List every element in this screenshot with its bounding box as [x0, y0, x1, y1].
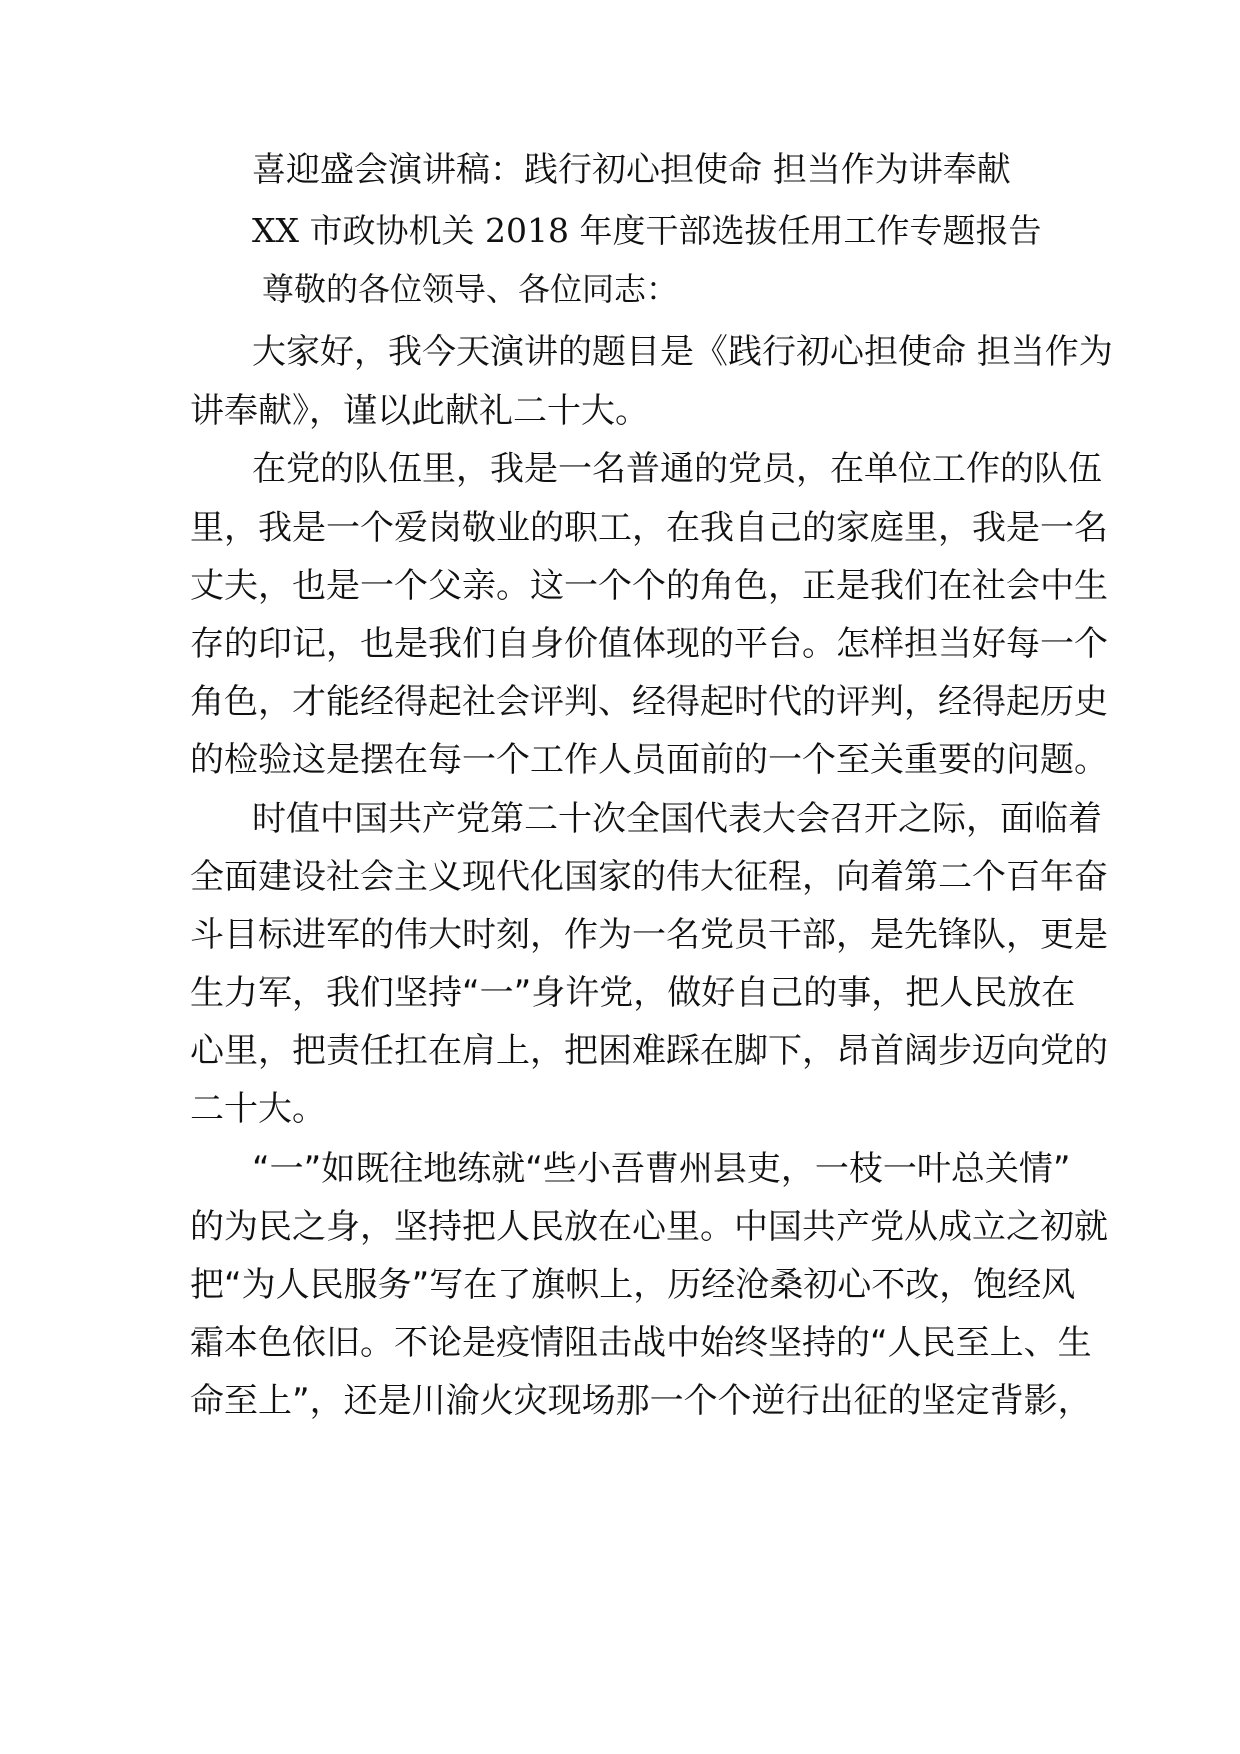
paragraph-line: 二十大。 [190, 1089, 326, 1129]
paragraph-line: 斗目标进军的伟大时刻，作为一名党员干部，是先锋队，更是 [190, 915, 1108, 955]
paragraph-line: 全面建设社会主义现代化国家的伟大征程，向着第二个百年奋 [190, 857, 1108, 897]
salutation: 尊敬的各位领导、各位同志： [262, 270, 679, 308]
paragraph-line: 霜本色依旧。不论是疫情阻击战中始终坚持的“人民至上、生 [190, 1323, 1092, 1363]
paragraph-line: 的检验这是摆在每一个工作人员面前的一个至关重要的问题。 [190, 740, 1108, 780]
paragraph-line: 角色，才能经得起社会评判、经得起时代的评判，经得起历史 [190, 682, 1108, 722]
paragraph-line: 存的印记，也是我们自身价值体现的平台。怎样担当好每一个 [190, 624, 1108, 664]
paragraph-line: 心里，把责任扛在肩上，把困难踩在脚下，昂首阔步迈向党的 [190, 1031, 1108, 1071]
paragraph-line: 把“为人民服务”写在了旗帜上，历经沧桑初心不改，饱经风 [190, 1265, 1076, 1305]
paragraph-line: 大家好，我今天演讲的题目是《践行初心担使命 担当作为 [252, 332, 1113, 372]
paragraph-line: 讲奉献》，谨以此献礼二十大。 [190, 391, 649, 431]
paragraph-line: “一”如既往地练就“些小吾曹州县吏，一枝一叶总关情” [252, 1149, 1071, 1189]
paragraph-line: 丈夫，也是一个父亲。这一个个的角色，正是我们在社会中生 [190, 566, 1108, 606]
paragraph-line: 的为民之身，坚持把人民放在心里。中国共产党从成立之初就 [190, 1207, 1108, 1247]
paragraph-line: 命至上”，还是川渝火灾现场那一个个逆行出征的坚定背影， [190, 1381, 1092, 1421]
paragraph-line: 时值中国共产党第二十次全国代表大会召开之际，面临着 [252, 799, 1102, 839]
document-title: 喜迎盛会演讲稿：践行初心担使命 担当作为讲奉献 [252, 150, 1011, 190]
document-subtitle: XX 市政协机关 2018 年度干部选拔任用工作专题报告 [252, 211, 1042, 250]
paragraph-line: 生力军，我们坚持“一”身许党，做好自己的事，把人民放在 [190, 973, 1076, 1013]
paragraph-line: 里，我是一个爱岗敬业的职工，在我自己的家庭里，我是一名 [190, 508, 1108, 548]
paragraph-line: 在党的队伍里，我是一名普通的党员，在单位工作的队伍 [252, 449, 1102, 489]
